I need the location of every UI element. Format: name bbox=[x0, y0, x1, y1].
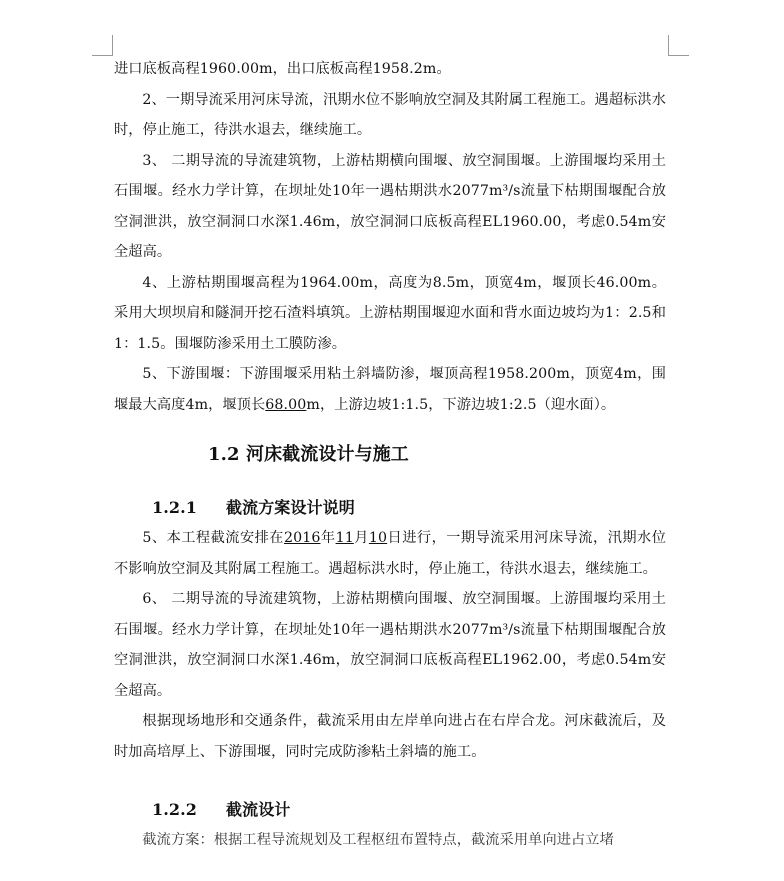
paragraph-text: 日进行，一期导流采用河床导流，汛期水位不影响放空洞及其附属工程施工。遇超标洪水时，停止施工，待洪水退去，继续施工。 bbox=[114, 530, 666, 577]
document-body[interactable] bbox=[114, 54, 666, 856]
paragraph-closure-plan: 根据现场地形和交通条件，截流采用由左岸单向进占在右岸合龙。河床截流后，及时加高培厚上、下游围堰，同时完成防渗粘土斜墙的施工。 bbox=[114, 713, 666, 760]
heading-1-2: 1.2 河床截流设计与施工 bbox=[208, 444, 409, 465]
paragraph-text: 5、本工程截流安排在 bbox=[142, 530, 284, 546]
paragraph-text: m，上游边坡1:1.5，下游边坡1:2.5（迎水面）。 bbox=[306, 396, 616, 413]
paragraph-item-5-closure bbox=[114, 523, 666, 584]
heading-number: 1.2.1 bbox=[152, 498, 198, 517]
page-corner-mark-top-right bbox=[668, 35, 689, 56]
paragraph-item-4: 4、上游枯期围堰高程为1964.00m，高度为8.5m，顶宽4m，堰顶长46.00m。采用大坝坝肩和隧洞开挖石渣料填筑。上游枯期围堰迎水面和背水面边坡均为1：2.5和1：1.5。围堰防渗采用土工膜防渗。 bbox=[114, 274, 666, 352]
underlined-year: 2016 bbox=[283, 530, 321, 546]
paragraph-line: 进口底板高程1960.00m，出口底板高程1958.2m。 bbox=[114, 61, 451, 77]
underlined-day: 10 bbox=[368, 530, 388, 546]
paragraph-item-5 bbox=[114, 359, 666, 420]
heading-text: 截流方案设计说明 bbox=[226, 498, 355, 517]
paragraph-item-2: 2、一期导流采用河床导流，汛期水位不影响放空洞及其附属工程施工。遇超标洪水时，停止施工，待洪水退去，继续施工。 bbox=[114, 91, 666, 138]
paragraph-text: 5、下游围堰：下游围堰采用粘土斜墙防渗，堰顶高程1958.200m，顶宽4m，围堰最大高度4m，堰顶长 bbox=[114, 366, 666, 413]
heading-1-2-2 bbox=[114, 795, 666, 825]
paragraph-item-3: 3、 二期导流的导流建筑物，上游枯期横向围堰、放空洞围堰。上游围堰均采用土石围堰。经水力学计算，在坝址处10年一遇枯期洪水2077m³/s流量下枯期围堰配合放空洞泄洪，放空洞洞口水深1.46m，放空洞洞口底板高程EL1960.00，考虑0.54m安全超高。 bbox=[114, 152, 666, 260]
underlined-value: 68.00 bbox=[265, 396, 307, 413]
paragraph-cutoff: 截流方案：根据工程导流规划及工程枢纽布置特点，截流采用单向进占立堵 bbox=[142, 832, 614, 848]
underlined-month: 11 bbox=[335, 530, 354, 546]
paragraph-text: 月 bbox=[353, 530, 369, 546]
page-corner-mark-top-left bbox=[92, 35, 113, 56]
paragraph-item-6: 6、 二期导流的导流建筑物，上游枯期横向围堰、放空洞围堰。上游围堰均采用土石围堰。经水力学计算，在坝址处10年一遇枯期洪水2077m³/s流量下枯期围堰配合放空洞泄洪，放空洞洞口水深1.46m，放空洞洞口底板高程EL1962.00，考虑0.54m安全超高。 bbox=[114, 591, 666, 699]
heading-1-2-1 bbox=[114, 493, 666, 523]
heading-number: 1.2.2 bbox=[152, 800, 198, 819]
heading-text: 截流设计 bbox=[226, 800, 291, 819]
paragraph-text: 年 bbox=[320, 530, 336, 546]
